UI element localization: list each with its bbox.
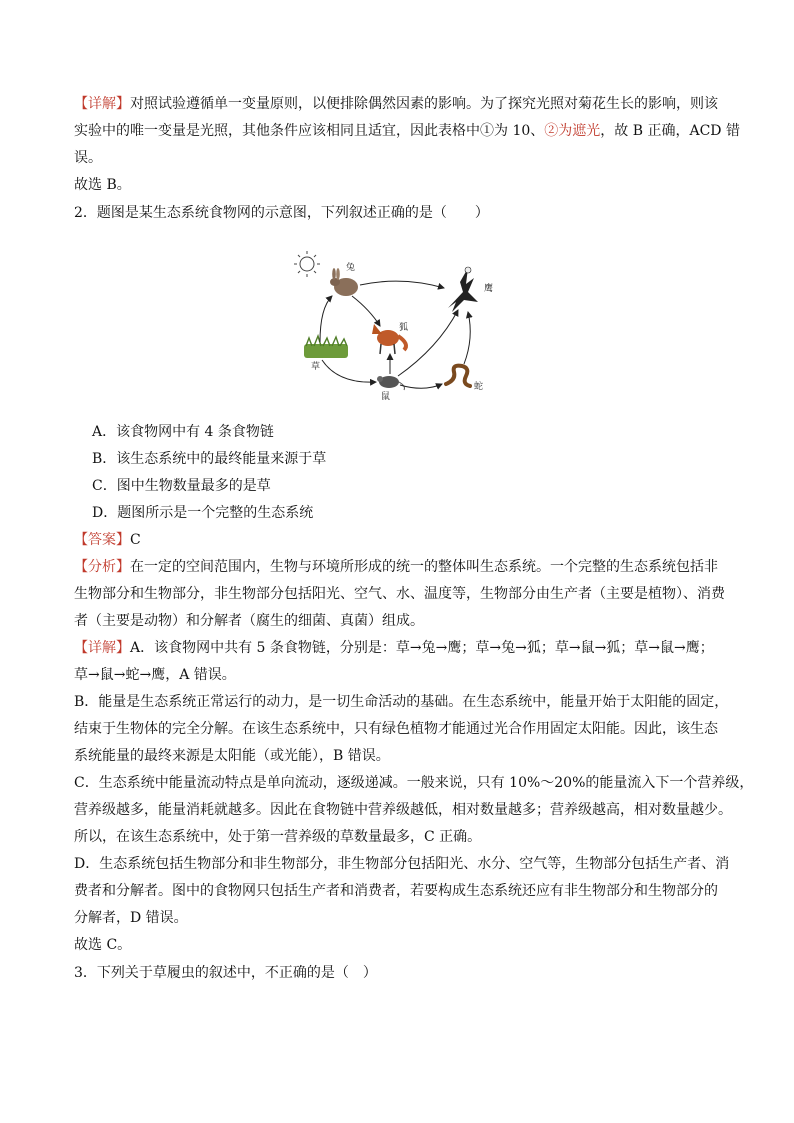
arrow-rabbit-eagle (360, 281, 444, 288)
q1-detail-line-2 (74, 121, 740, 141)
fox-label: 狐 (399, 323, 409, 333)
q3-stem: 3．下列关于草履虫的叙述中，不正确的是（ ） (74, 965, 377, 981)
food-web-figure (278, 248, 502, 402)
arrow-mouse-snake (400, 384, 442, 388)
grass-icon (304, 336, 348, 358)
answer-value: C (130, 532, 141, 548)
detail-tag: 【详解】 (74, 96, 130, 112)
sun-icon (294, 251, 320, 277)
q1-detail-text-2b: ，故 B 正确，ACD 错 (600, 123, 740, 139)
eagle-label: 鹰 (484, 284, 494, 294)
q1-detail-text-2a: 实验中的唯一变量是光照，其他条件应该相同且适宜，因此表格中①为 10、 (74, 123, 545, 139)
q2-detail-line-5: 系统能量的最终来源是太阳能（或光能），B 错误。 (74, 748, 390, 764)
q2-detail-line-4: 结束于生物体的完全分解。在该生态系统中，只有绿色植物才能通过光合作用固定太阳能。因此，该生态 (74, 721, 718, 737)
q2-analysis-line-1 (74, 557, 722, 577)
q2-option-d: D．题图所示是一个完整的生态系统 (92, 505, 314, 521)
q2-detail-line-10: 费者和分解者。图中的食物网只包括生产者和消费者，若要构成生态系统还应有非生物部分和生物部分的 (74, 883, 718, 899)
q2-detail-line-1 (74, 638, 722, 658)
analysis-tag: 【分析】 (74, 559, 130, 575)
q2-choose: 故选 C。 (74, 937, 132, 953)
mouse-label: 鼠 (381, 392, 391, 402)
arrow-rabbit-fox (352, 296, 380, 326)
q1-detail-line-1 (74, 94, 722, 114)
q2-detail-line-8: 所以，在该生态系统中，处于第一营养级的草数量最多，C 正确。 (74, 829, 482, 845)
q1-choose: 故选 B。 (74, 177, 131, 193)
snake-label: 蛇 (474, 382, 484, 392)
arrow-grass-mouse (322, 360, 376, 382)
mouse-icon (377, 376, 404, 390)
analysis-text-1: 在一定的空间范围内，生物与环境所形成的统一的整体叫生态系统。一个完整的生态系统包括非 (130, 559, 718, 575)
q1-detail-line-3: 误。 (74, 150, 102, 166)
arrow-grass-rabbit (320, 296, 332, 342)
grass-label: 草 (311, 362, 321, 372)
q1-detail-text-2-highlight: ②为遮光 (544, 123, 601, 139)
arrow-snake-eagle (464, 312, 470, 364)
answer-tag: 【答案】 (74, 532, 130, 548)
detail-text-1: A．该食物网中共有 5 条食物链，分别是：草→兔→鹰；草→兔→狐；草→鼠→狐；草→鼠→鹰； (130, 640, 714, 656)
rabbit-label: 兔 (346, 263, 356, 273)
q2-analysis-line-2: 生物部分和生物部分，非生物部分包括阳光、空气、水、温度等，生物部分由生产者（主要是植物）、消费 (74, 586, 725, 602)
q2-answer (74, 530, 722, 550)
detail-tag: 【详解】 (74, 640, 130, 656)
q2-option-a: A．该食物网中有 4 条食物链 (92, 424, 274, 440)
q2-detail-line-3: B．能量是生态系统正常运行的动力，是一切生命活动的基础。在生态系统中，能量开始于太阳能的固定， (74, 694, 729, 710)
q2-detail-line-6: C．生态系统中能量流动特点是单向流动，逐级递减。一般来说，只有 10%～20%的能量流入下一个营养级， (74, 775, 754, 791)
q2-detail-line-2: 草→鼠→蛇→鹰，A 错误。 (74, 667, 236, 683)
q2-analysis-line-3: 者（主要是动物）和分解者（腐生的细菌、真菌）组成。 (74, 613, 424, 629)
q1-detail-text-1: 对照试验遵循单一变量原则，以便排除偶然因素的影响。为了探究光照对菊花生长的影响，则该 (130, 96, 718, 112)
snake-icon (446, 366, 470, 386)
q2-option-c: C．图中生物数量最多的是草 (92, 478, 271, 494)
q2-detail-line-7: 营养级越多，能量消耗就越多。因此在食物链中营养级越低，相对数量越多；营养级越高，相对数量越少。 (74, 802, 732, 818)
q2-detail-line-9: D．生态系统包括生物部分和非生物部分，非生物部分包括阳光、水分、空气等，生物部分包括生产者、消 (74, 856, 730, 872)
q2-option-b: B．该生态系统中的最终能量来源于草 (92, 451, 327, 467)
q2-detail-line-11: 分解者，D 错误。 (74, 910, 188, 926)
q2-stem: 2．题图是某生态系统食物网的示意图，下列叙述正确的是（ ） (74, 205, 489, 221)
eagle-icon (448, 267, 478, 312)
